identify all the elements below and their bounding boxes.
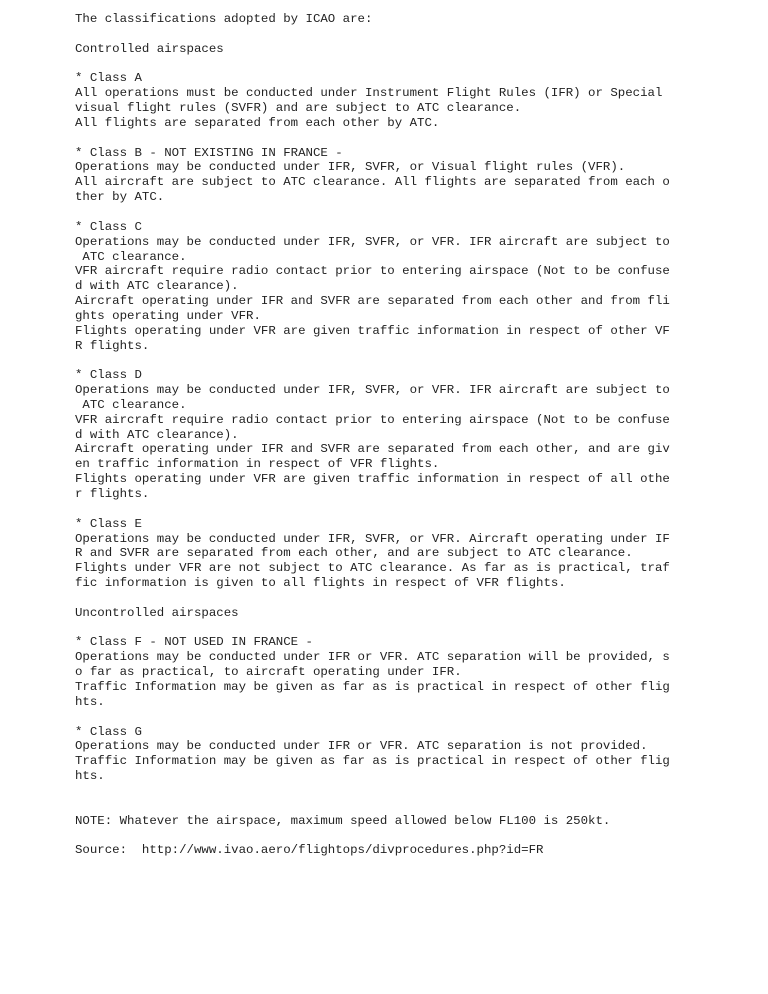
text-line: hts. [75,769,105,784]
text-line [75,591,675,606]
text-line: * Class B - NOT EXISTING IN FRANCE - [75,145,343,160]
text-line: R and SVFR are separated from each other, and are subject to ATC clearance. [75,546,633,561]
text-line: Traffic Information may be given as far as is practical in respect of other flig [75,679,670,694]
text-line: Flights operating under VFR are given traffic information in respect of other VF [75,323,670,338]
text-line: Operations may be conducted under IFR, SVFR, or VFR. IFR aircraft are subject to [75,234,670,249]
text-line: VFR aircraft require radio contact prior to entering airspace (Not to be confuse [75,412,670,427]
text-line: Aircraft operating under IFR and SVFR are separated from each other and from fli [75,294,670,309]
text-line: Controlled airspaces [75,41,224,56]
text-line: Source: http://www.ivao.aero/flightops/divprocedures.php?id=FR [75,843,544,858]
text-line: o far as practical, to aircraft operating under IFR. [75,665,462,680]
text-line: d with ATC clearance). [75,279,239,294]
text-line: All operations must be conducted under Instrument Flight Rules (IFR) or Special [75,86,663,101]
text-line: r flights. [75,487,150,501]
text-line: Traffic Information may be given as far as is practical in respect of other flig [75,754,670,769]
text-line: All aircraft are subject to ATC clearance. All flights are separated from each o [75,175,670,190]
text-line: Flights operating under VFR are given traffic information in respect of all othe [75,472,670,487]
text-line: All flights are separated from each other by ATC. [75,115,440,130]
text-line: Operations may be conducted under IFR, SVFR, or Visual flight rules (VFR). [75,160,626,175]
text-line [75,828,675,843]
text-line: * Class A [75,71,142,86]
text-line: ther by ATC. [75,190,165,205]
text-line [75,205,675,220]
text-line: * Class F - NOT USED IN FRANCE - [75,635,313,650]
text-line: ATC clearance. [75,397,187,412]
text-line: Operations may be conducted under IFR or VFR. ATC separation is not provided. [75,739,648,754]
text-line: fic information is given to all flights in respect of VFR flights. [75,576,566,591]
text-line: NOTE: Whatever the airspace, maximum speed allowed below FL100 is 250kt. [75,813,611,828]
text-line: Operations may be conducted under IFR, SVFR, or VFR. IFR aircraft are subject to [75,383,670,398]
text-line: hts. [75,694,105,709]
text-line: Operations may be conducted under IFR, SVFR, or VFR. Aircraft operating under IF [75,531,670,546]
text-line: Flights under VFR are not subject to ATC clearance. As far as is practical, traf [75,561,670,576]
text-line: d with ATC clearance). [75,427,239,442]
text-line [75,57,675,72]
text-line [75,784,675,799]
text-line: * Class D [75,368,142,383]
text-line [75,131,675,146]
document-text [75,12,675,858]
text-line: Operations may be conducted under IFR or VFR. ATC separation will be provided, s [75,650,670,665]
text-line: Aircraft operating under IFR and SVFR are separated from each other, and are giv [75,442,670,457]
text-line: * Class C [75,219,142,234]
text-line: R flights. [75,338,150,353]
text-line: en traffic information in respect of VFR flights. [75,457,440,472]
text-line: VFR aircraft require radio contact prior to entering airspace (Not to be confuse [75,264,670,279]
text-line [75,799,675,814]
text-line: * Class E [75,516,142,531]
text-line [75,353,675,368]
text-line [75,621,675,636]
text-line: Uncontrolled airspaces [75,605,239,620]
text-line: ghts operating under VFR. [75,308,261,323]
text-line [75,710,675,725]
text-line [75,27,675,42]
text-line: The classifications adopted by ICAO are: [75,12,373,26]
text-line: * Class G [75,724,142,739]
text-line [75,502,675,517]
text-line: ATC clearance. [75,249,187,264]
text-line: visual flight rules (SVFR) and are subject to ATC clearance. [75,101,522,116]
